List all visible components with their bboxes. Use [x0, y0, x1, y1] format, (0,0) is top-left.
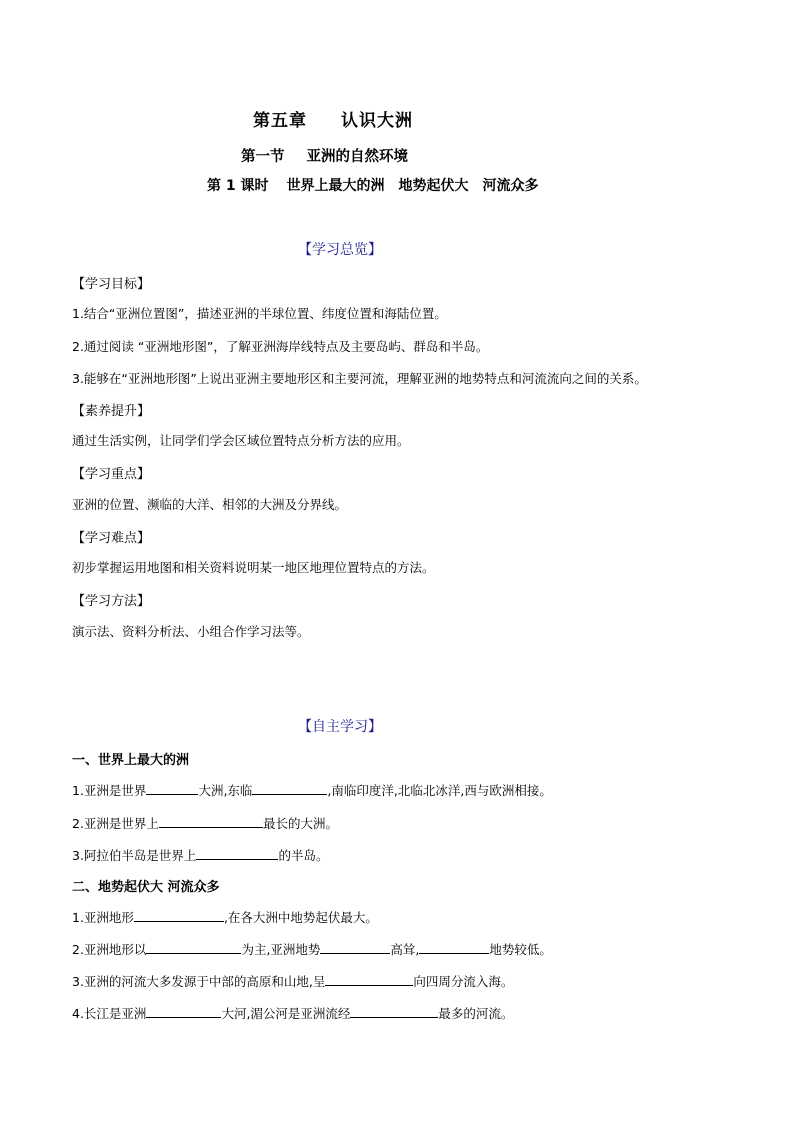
key-label: 【学习重点】 [72, 467, 151, 482]
lesson-number: 第 1 课时 [207, 178, 269, 194]
goal-item: 1.结合“亚洲位置图”，描述亚洲的半球位置、纬度位置和海陆位置。 [72, 306, 447, 321]
difficulty-text: 初步掌握运用地图和相关资料说明某一地区地理位置特点的方法。 [72, 560, 435, 575]
goal-item: 2.通过阅读 “亚洲地形图”，了解亚洲海岸线特点及主要岛屿、群岛和半岛。 [72, 339, 489, 354]
answer-blank[interactable] [252, 782, 327, 795]
question-1: 1.亚洲是世界 大洲,东临 ,南临印度洋,北临北冰洋,西与欧洲相接。 [72, 783, 552, 798]
section-name: 亚洲的自然环境 [306, 149, 408, 165]
question-7: 4.长江是亚洲 大河,湄公河是亚洲流经 最多的河流。 [72, 1006, 514, 1021]
answer-blank[interactable] [325, 973, 413, 986]
self-study-heading: 【自主学习】 [298, 719, 382, 735]
answer-blank[interactable] [320, 941, 390, 954]
lesson-title [207, 175, 539, 195]
goals-label: 【学习目标】 [72, 277, 151, 292]
part1-title: 一、世界上最大的洲 [72, 753, 190, 768]
question-6: 3.亚洲的河流大多发源于中部的高原和山地,呈 向四周分流入海。 [72, 974, 514, 989]
question-2: 2.亚洲是世界上 最长的大洲。 [72, 816, 338, 831]
answer-blank[interactable] [196, 847, 278, 860]
literacy-label: 【素养提升】 [72, 404, 151, 419]
answer-blank[interactable] [146, 782, 198, 795]
overview-heading: 【学习总览】 [298, 242, 382, 258]
answer-blank[interactable] [134, 909, 224, 922]
answer-blank[interactable] [146, 1005, 221, 1018]
section-number: 第一节 [241, 149, 285, 165]
section-title [241, 145, 408, 166]
question-3: 3.阿拉伯半岛是世界上 的半岛。 [72, 848, 329, 863]
question-4: 1.亚洲地形 ,在各大洲中地势起伏最大。 [72, 910, 378, 925]
chapter-name: 认识大洲 [341, 111, 413, 131]
difficulty-label: 【学习难点】 [72, 531, 151, 546]
question-5: 2.亚洲地形以 为主,亚洲地势 高耸, 地势较低。 [72, 942, 552, 957]
part2-title: 二、地势起伏大 河流众多 [72, 880, 220, 895]
chapter-number: 第五章 [253, 111, 307, 131]
method-text: 演示法、资料分析法、小组合作学习法等。 [72, 624, 310, 639]
method-label: 【学习方法】 [72, 594, 151, 609]
chapter-title [253, 106, 413, 131]
answer-blank[interactable] [350, 1005, 438, 1018]
goal-item: 3.能够在“亚洲地形图”上说出亚洲主要地形区和主要河流，理解亚洲的地势特点和河流流向之间的关系。 [72, 371, 647, 386]
literacy-text: 通过生活实例，让同学们学会区域位置特点分析方法的应用。 [72, 433, 410, 448]
answer-blank[interactable] [419, 941, 489, 954]
answer-blank[interactable] [146, 941, 241, 954]
lesson-name: 世界上最大的洲 地势起伏大 河流众多 [286, 178, 539, 194]
key-text: 亚洲的位置、濒临的大洋、相邻的大洲及分界线。 [72, 497, 348, 512]
answer-blank[interactable] [159, 815, 263, 828]
